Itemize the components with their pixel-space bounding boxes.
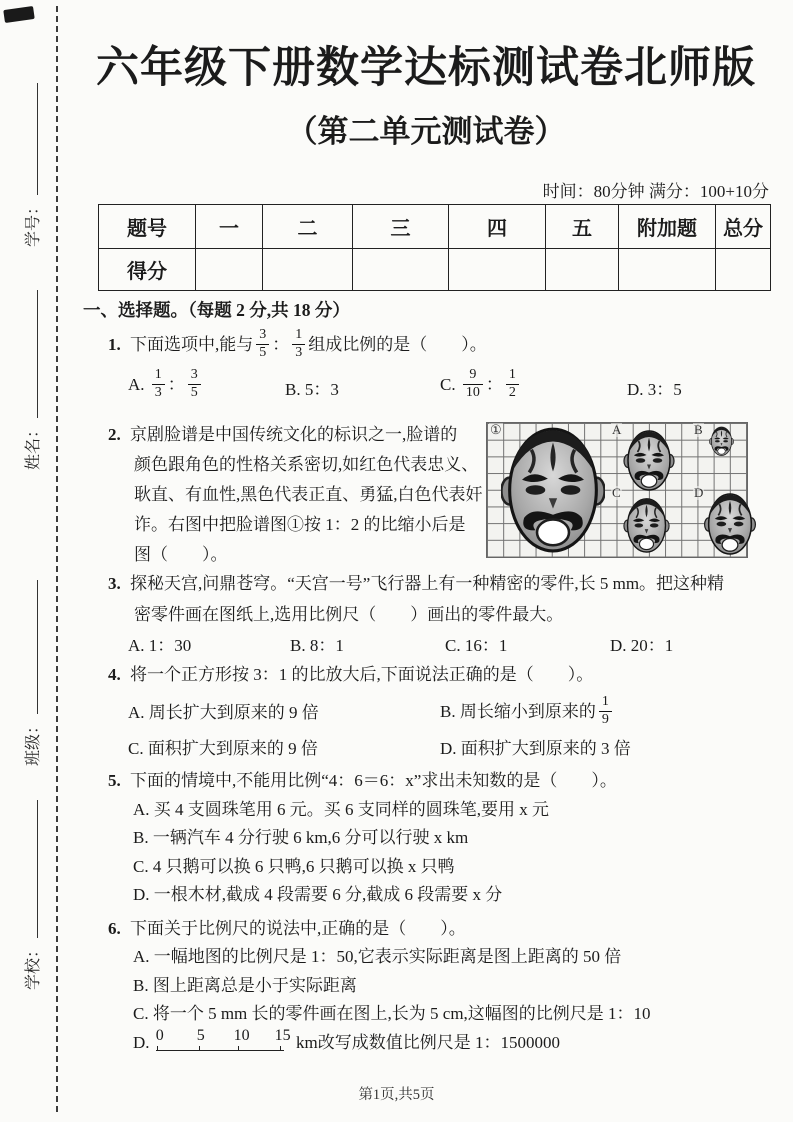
question-4-options-row-2 [108, 735, 776, 765]
q1-ratio-colon: ： [272, 335, 290, 354]
question-5-stem: 5. 下面的情境中,不能用比例“4：6＝6：x”求出未知数的是（ ）。 [108, 767, 776, 796]
q1-option-b: B. 5：3 [285, 380, 339, 399]
question-4 [108, 661, 776, 765]
score-cell [716, 249, 771, 291]
question-4-options-row-1 [108, 689, 776, 735]
score-cell [196, 249, 263, 291]
q4-option-d: D. 面积扩大到原来的 3 倍 [440, 739, 631, 758]
q1-option-a-colon: ： [167, 375, 185, 395]
scale-tick-10: 10 [233, 1026, 250, 1044]
opera-mask-grid-figure [486, 422, 748, 558]
opera-mask-figure-1 [501, 425, 605, 553]
figure-label-c: C [612, 485, 621, 500]
margin-dashed-line [56, 6, 58, 1112]
name-label: 姓名： [25, 421, 42, 470]
q4-option-a: A. 周长扩大到原来的 9 倍 [128, 703, 319, 722]
col-part-2: 二 [263, 205, 353, 249]
section-1-heading: 一、选择题。（每题 2 分,共 18 分） [83, 300, 350, 320]
map-scale-bar [155, 1026, 291, 1054]
q3-line-1: 3. 探秘天宫,问鼎苍穹。“天宫一号”飞行器上有一种精密的零件,长 5 mm。把这种精 [108, 568, 776, 599]
q3-option-d: D. 20：1 [610, 636, 674, 655]
question-2 [108, 420, 776, 570]
margin-field-class [20, 580, 43, 766]
q1-option-a-fraction-1: $\frac{1}{3}$ [152, 367, 165, 401]
page-number-footer: 第1页,共5页 [358, 1087, 435, 1103]
q3-line-2: 密零件画在图纸上,选用比例尺（ ）画出的零件最大。 [134, 605, 564, 624]
q3-option-a: A. 1：30 [128, 636, 192, 655]
score-cell [619, 249, 716, 291]
q3-option-b: B. 8：1 [290, 636, 344, 655]
q6-option-d [108, 1026, 776, 1057]
question-1-number: 1. [108, 335, 121, 354]
q2-line-3: 耿直、有血性,黑色代表正直、勇猛,白色代表奸 [134, 485, 483, 504]
question-1-stem [108, 322, 776, 368]
score-cell [263, 249, 353, 291]
q5-option-c: C. 4 只鹅可以换 6 只鸭,6 只鹅可以换 x 只鸭 [133, 856, 455, 876]
class-blank-line [24, 580, 38, 714]
q1-option-d: D. 3：5 [627, 380, 682, 399]
question-3-options [108, 630, 776, 661]
col-part-3: 三 [353, 205, 449, 249]
figure-label-1: ① [490, 422, 502, 437]
q5-option-b: B. 一辆汽车 4 分行驶 6 km,6 分可以行驶 x km [133, 828, 469, 848]
q1-option-c-colon: ： [485, 375, 503, 395]
class-label: 班级： [25, 717, 42, 766]
q3-option-c: C. 16：1 [445, 636, 508, 655]
q6-option-b: B. 图上距离总是小于实际距离 [133, 975, 357, 995]
student-id-blank-line [24, 83, 38, 195]
col-part-5: 五 [546, 205, 619, 249]
question-6-stem: 6. 下面关于比例尺的说法中,正确的是（ ）。 [108, 915, 776, 943]
q1-fraction-2: $\frac{1}{3}$ [292, 327, 305, 361]
q6-option-c: C. 将一个 5 mm 长的零件画在图上,长为 5 cm,这幅图的比例尺是 1：10 [133, 1004, 651, 1024]
col-part-1: 一 [196, 205, 263, 249]
question-2-number: 2. [108, 425, 121, 444]
question-4-stem: 4. 将一个正方形按 3：1 的比放大后,下面说法正确的是（ ）。 [108, 661, 776, 689]
q1-option-c-fraction-2: $\frac{1}{2}$ [506, 367, 519, 401]
q4-option-c: C. 面积扩大到原来的 9 倍 [128, 739, 318, 758]
q6-option-d-text: km改写成数值比例尺是 1：1500000 [296, 1032, 561, 1052]
margin-field-school [20, 800, 43, 990]
scale-bar-tick [157, 1046, 158, 1051]
score-table [98, 204, 771, 291]
q2-line-5: 图（ ）。 [134, 545, 228, 564]
q1-stem-pre: 下面选项中,能与 [130, 335, 254, 354]
figure-label-b: B [694, 422, 703, 437]
margin-field-name [20, 290, 43, 470]
q2-line-2: 颜色跟角色的性格关系密切,如红色代表忠义、 [134, 455, 479, 474]
scale-bar-tick [238, 1046, 239, 1051]
page-title: 六年级下册数学达标测试卷北师版 [96, 45, 756, 92]
opera-mask-option-b [709, 426, 734, 456]
q1-fraction-1: $\frac{3}{5}$ [256, 327, 269, 361]
q2-line-1: 2. 京剧脸谱是中国传统文化的标识之一,脸谱的 [108, 420, 776, 450]
q1-option-a [128, 368, 204, 402]
opera-mask-option-c [623, 497, 670, 553]
score-cell [546, 249, 619, 291]
question-6-number: 6. [108, 919, 121, 938]
figure-label-a: A [612, 422, 622, 437]
time-score-meta: 时间：80分钟 满分：100+10分 [542, 182, 769, 201]
question-1 [108, 322, 776, 410]
scale-bar-tick [280, 1046, 281, 1051]
question-1-options [108, 368, 776, 410]
col-bonus: 附加题 [619, 205, 716, 249]
q4-option-b-text: B. 周长缩小到原来的 [440, 702, 596, 721]
q1-option-a-label: A. [128, 375, 145, 395]
q6-option-d-label: D. [133, 1032, 150, 1052]
scale-bar-tick [199, 1046, 200, 1051]
student-id-label: 学号： [25, 198, 42, 247]
scale-tick-5: 5 [196, 1026, 205, 1044]
opera-mask-option-d [703, 492, 757, 555]
col-question-number: 题号 [99, 205, 196, 249]
q1-option-c-label: C. [440, 375, 456, 395]
score-table-score-row [99, 249, 771, 291]
q4-option-b [440, 689, 615, 735]
scan-corner-mark [3, 6, 35, 23]
q4-option-b-fraction: $\frac{1}{9}$ [599, 694, 612, 728]
score-row-label: 得分 [99, 249, 196, 291]
col-part-4: 四 [449, 205, 546, 249]
scale-bar-rule [156, 1050, 284, 1051]
question-6 [108, 915, 776, 1057]
q1-stem-post: 组成比例的是（ ）。 [308, 335, 487, 354]
q5-option-a: A. 买 4 支圆珠笔用 6 元。买 6 支同样的圆珠笔,要用 x 元 [133, 799, 550, 819]
q5-option-d: D. 一根木材,截成 4 段需要 6 分,截成 6 段需要 x 分 [133, 885, 503, 905]
q2-line-4: 诈。右图中把脸谱图①按 1：2 的比缩小后是 [134, 515, 466, 534]
school-label: 学校： [25, 941, 42, 990]
q6-option-a: A. 一幅地图的比例尺是 1：50,它表示实际距离是图上距离的 50 倍 [133, 947, 622, 967]
margin-field-student-id [20, 83, 43, 247]
q1-option-c [440, 368, 522, 402]
col-total: 总分 [716, 205, 771, 249]
question-4-number: 4. [108, 665, 121, 684]
name-blank-line [24, 290, 38, 418]
question-3 [108, 568, 776, 661]
school-blank-line [24, 800, 38, 938]
scale-tick-0: 0 [155, 1026, 164, 1044]
q1-option-a-fraction-2: $\frac{3}{5}$ [188, 367, 201, 401]
page-subtitle: （第二单元测试卷） [286, 114, 566, 149]
question-3-number: 3. [108, 574, 121, 593]
scale-tick-15: 15 [274, 1026, 291, 1044]
figure-label-d: D [694, 485, 704, 500]
question-5-number: 5. [108, 771, 121, 790]
q1-option-c-fraction-1: $\frac{9}{10}$ [463, 367, 483, 401]
question-5 [108, 767, 776, 910]
score-cell [353, 249, 449, 291]
score-cell [449, 249, 546, 291]
opera-mask-option-a [623, 429, 675, 491]
score-table-header-row [99, 205, 771, 249]
